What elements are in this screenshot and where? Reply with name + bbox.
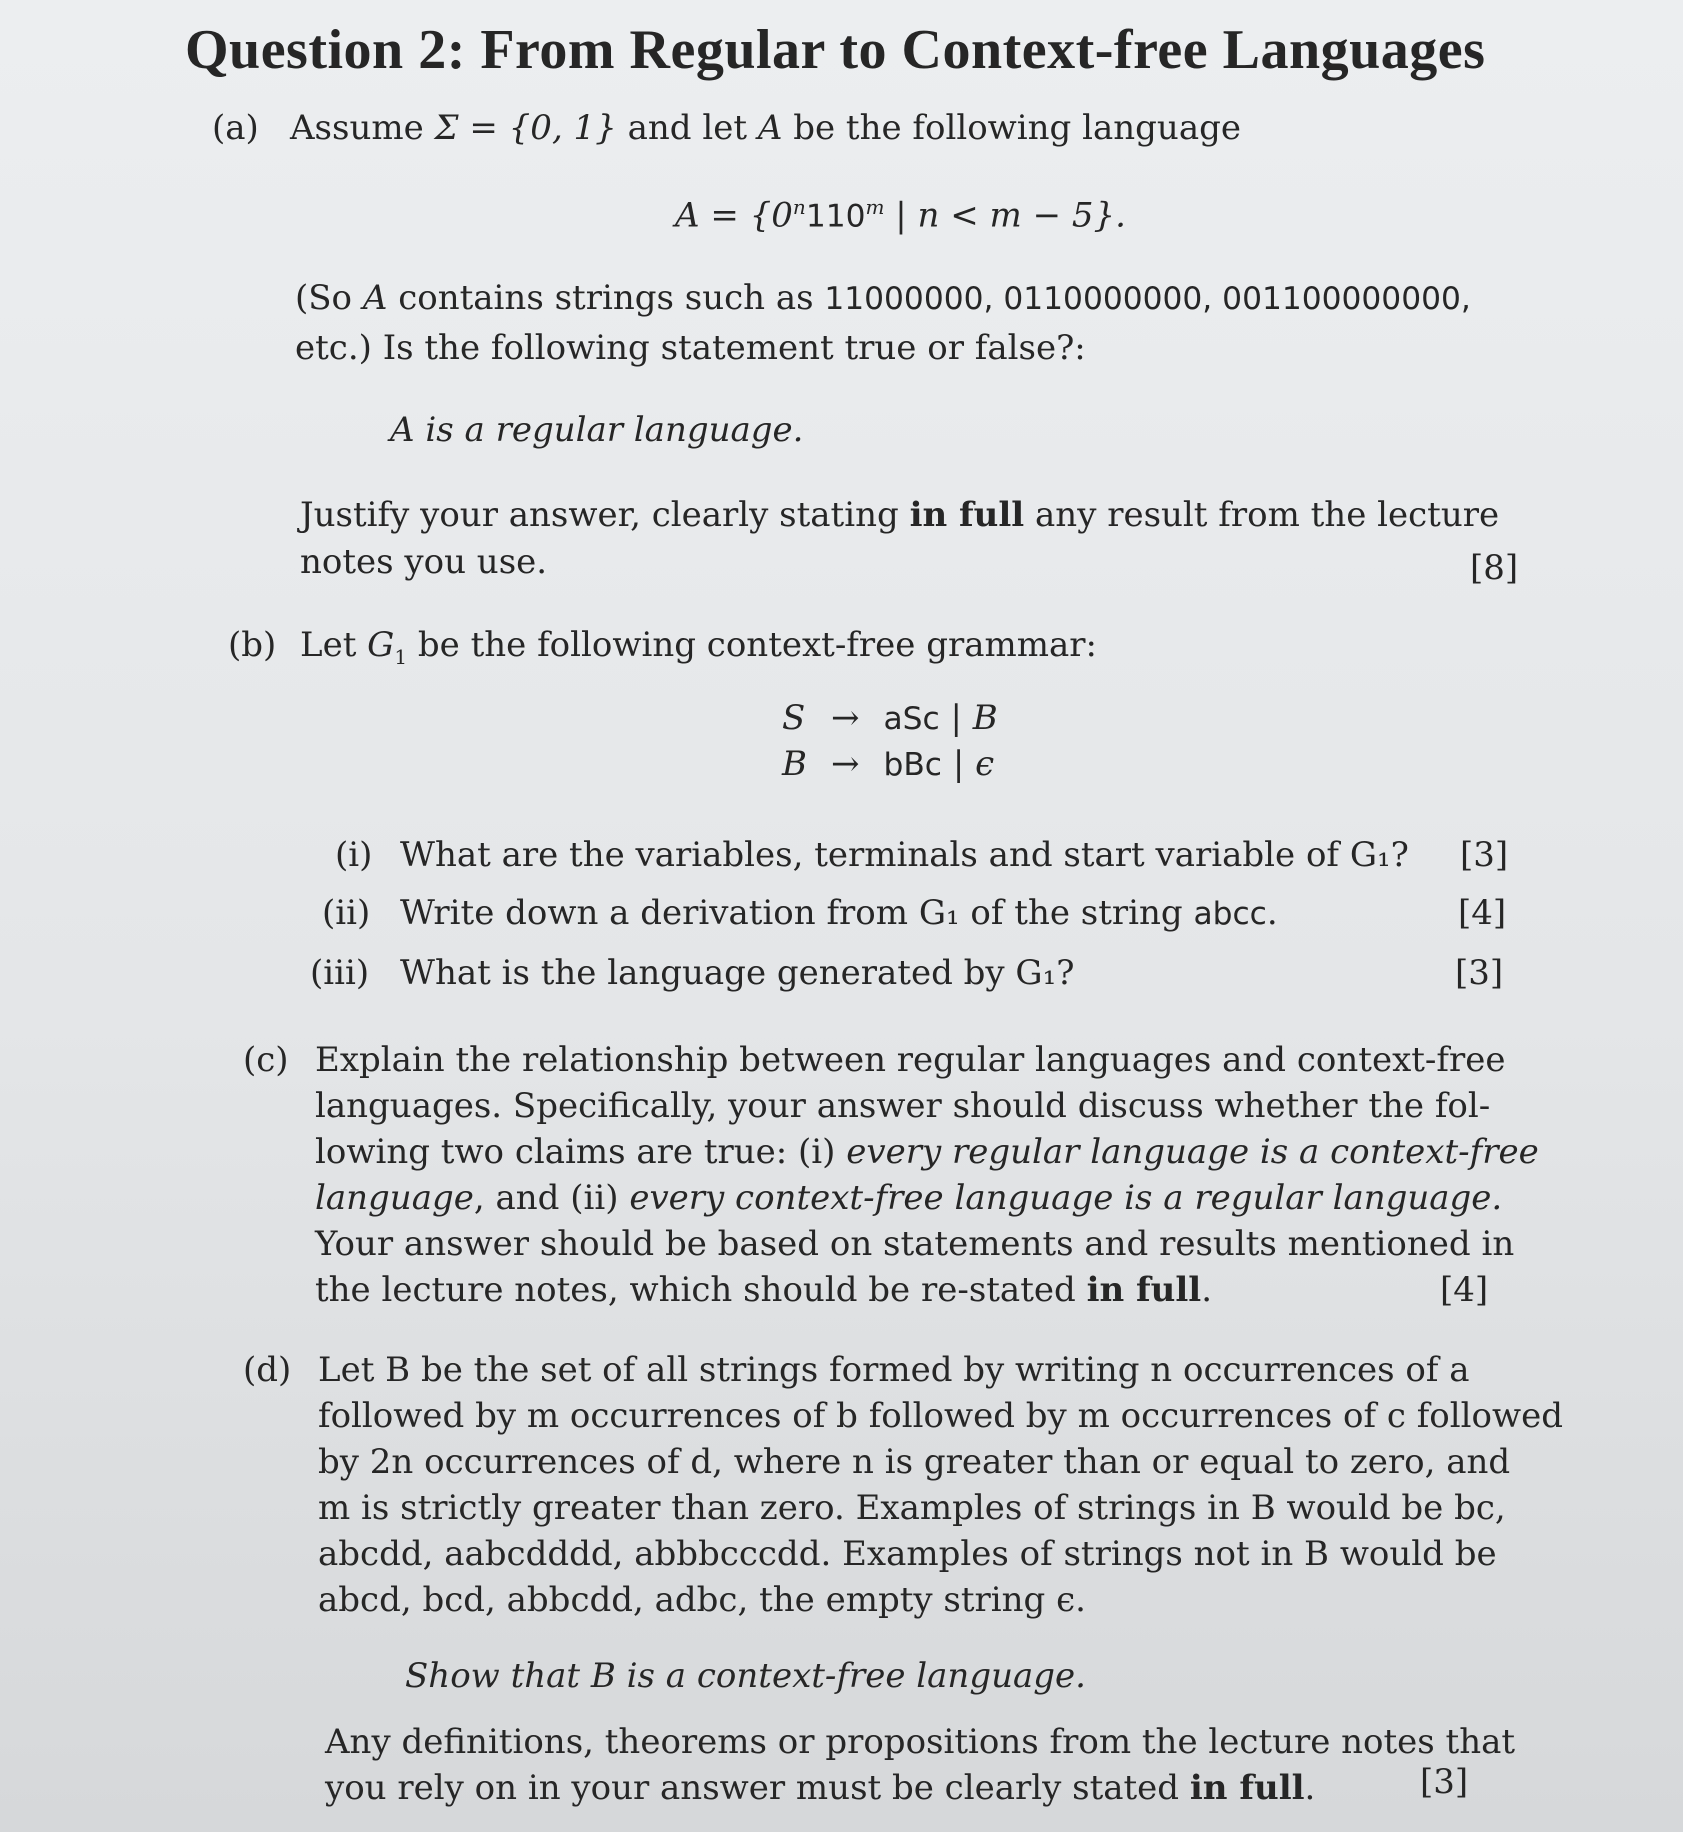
grammar-rules (770, 695, 1010, 787)
justify-text1: Justify your answer, clearly stating (300, 495, 910, 535)
part-a-statement (390, 410, 803, 450)
part-d-line1: Let B be the set of all strings formed by writing n occurrences of a (318, 1350, 1470, 1390)
part-d-any2a: you rely on in your answer must be clearly stated (325, 1768, 1190, 1808)
grammar-rule (770, 741, 1010, 787)
part-d-label: (d) (243, 1350, 292, 1390)
part-c-line3 (315, 1132, 1539, 1172)
part-a-label: (a) (212, 108, 259, 148)
rule-lhs: S (782, 698, 806, 738)
part-d-in-full: in full (1189, 1768, 1305, 1808)
part-c-line5: Your answer should be based on statements and results mentioned in (315, 1224, 1515, 1264)
part-b-intro (300, 625, 1097, 669)
part-d-line3: by 2n occurrences of d, where n is greater than or equal to zero, and (318, 1442, 1511, 1482)
language-A: A (757, 108, 783, 148)
part-b-iii-marks: [3] (1455, 953, 1504, 993)
claim-i: every regular language is a context-free (846, 1132, 1539, 1172)
part-c-in-full: in full (1086, 1270, 1202, 1310)
derivation-string: abcc (1193, 896, 1267, 932)
part-a-examples-line (295, 278, 1471, 318)
part-a-intro-text: Assume (290, 108, 435, 148)
part-c-marks: [4] (1440, 1270, 1489, 1310)
rule-bar: | (950, 698, 962, 738)
part-c-label: (c) (243, 1040, 289, 1080)
grammar-name: G (367, 625, 395, 665)
grammar-rule (770, 695, 1010, 741)
part-a-justify-line1 (300, 495, 1499, 535)
formula-lhs: A = {0 (675, 195, 793, 236)
show-statement: Show that B is a context-free language. (405, 1656, 1086, 1696)
claim-i-end: language (315, 1178, 474, 1218)
part-d-line6: abcd, bcd, abbcdd, adbc, the empty string ϵ. (318, 1580, 1086, 1620)
example-strings: 11000000, 0110000000, 001100000000, (824, 281, 1471, 317)
part-b-intro-text: Let (300, 625, 368, 665)
part-b-i-label: (i) (335, 835, 373, 875)
part-b-ii-marks: [4] (1458, 893, 1507, 933)
so-mid: contains strings such as (387, 278, 825, 318)
part-d-show (405, 1656, 1086, 1696)
rule-bar: | (952, 744, 965, 784)
so-A: A (362, 278, 388, 318)
part-d-any2c: . (1304, 1768, 1316, 1808)
justify-text2: any result from the lecture (1024, 495, 1500, 535)
rule-rhs-a: bBc (883, 747, 942, 783)
question-title: Question 2: From Regular to Context-free Languages (185, 19, 1486, 81)
part-b-i-text: What are the variables, terminals and start variable of G₁? (400, 835, 1409, 875)
justify-in-full: in full (909, 495, 1025, 535)
part-c-line3a: lowing two claims are true: (i) (315, 1132, 847, 1172)
sigma-definition: Σ = {0, 1} (434, 108, 617, 148)
part-b-iii-label: (iii) (310, 953, 370, 993)
part-a-justify-line2: notes you use. (300, 542, 548, 582)
part-b-label: (b) (228, 625, 277, 665)
part-a-intro-text3: be the following language (782, 108, 1241, 148)
rule-arrow: → (831, 744, 860, 784)
part-d-any-line2 (325, 1768, 1315, 1808)
part-a-intro-text2: and let (616, 108, 758, 148)
so-prefix: (So (295, 278, 363, 318)
part-b-ii-pre: Write down a derivation from G₁ of the string (400, 893, 1194, 933)
rule-arrow: → (831, 698, 860, 738)
part-d-line5: abcdd, aabcdddd, abbbcccdd. Examples of strings not in B would be (318, 1534, 1497, 1574)
part-d-line4: m is strictly greater than zero. Examples of strings in B would be bc, (318, 1488, 1506, 1528)
statement-text: A is a regular language. (390, 410, 804, 450)
rule-rhs-b: B (972, 698, 998, 738)
part-d-any-line1: Any definitions, theorems or propositions from the lecture notes that (325, 1722, 1516, 1762)
part-c-line2: languages. Specifically, your answer should discuss whether the fol- (315, 1086, 1491, 1126)
part-d-marks: [3] (1420, 1762, 1469, 1802)
part-a-question: etc.) Is the following statement true or false?: (295, 328, 1086, 368)
language-A-formula (675, 195, 1126, 235)
formula-exp-m: m (865, 195, 885, 219)
rule-rhs-b: ϵ (975, 744, 995, 784)
part-b-ii-post: . (1266, 893, 1278, 933)
part-c-line6c: . (1201, 1270, 1213, 1310)
rule-lhs: B (782, 744, 807, 784)
part-d-line2: followed by m occurrences of b followed by m occurrences of c followed (318, 1396, 1563, 1436)
part-b-iii-text: What is the language generated by G₁? (400, 953, 1075, 993)
part-c-line1: Explain the relationship between regular languages and context-free (315, 1040, 1506, 1080)
part-b-intro-text2: be the following context-free grammar: (407, 625, 1097, 665)
formula-mid: 110 (805, 198, 866, 235)
formula-rhs: | n < m − 5}. (884, 195, 1126, 236)
part-a-marks: [8] (1470, 548, 1519, 588)
part-c-line6a: the lecture notes, which should be re-stated (315, 1270, 1087, 1310)
part-b-i-marks: [3] (1460, 835, 1509, 875)
claim-ii: every context-free language is a regular language. (629, 1178, 1503, 1218)
grammar-subscript: 1 (394, 644, 408, 669)
part-b-ii-text (400, 893, 1278, 933)
part-c-line6 (315, 1270, 1212, 1310)
part-c-line4 (315, 1178, 1502, 1218)
part-c-line4b: , and (ii) (473, 1178, 630, 1218)
formula-exp-n: n (792, 195, 806, 219)
rule-rhs-a: aSc (883, 701, 940, 737)
part-b-ii-label: (ii) (322, 893, 371, 933)
part-a-intro (290, 108, 1241, 148)
